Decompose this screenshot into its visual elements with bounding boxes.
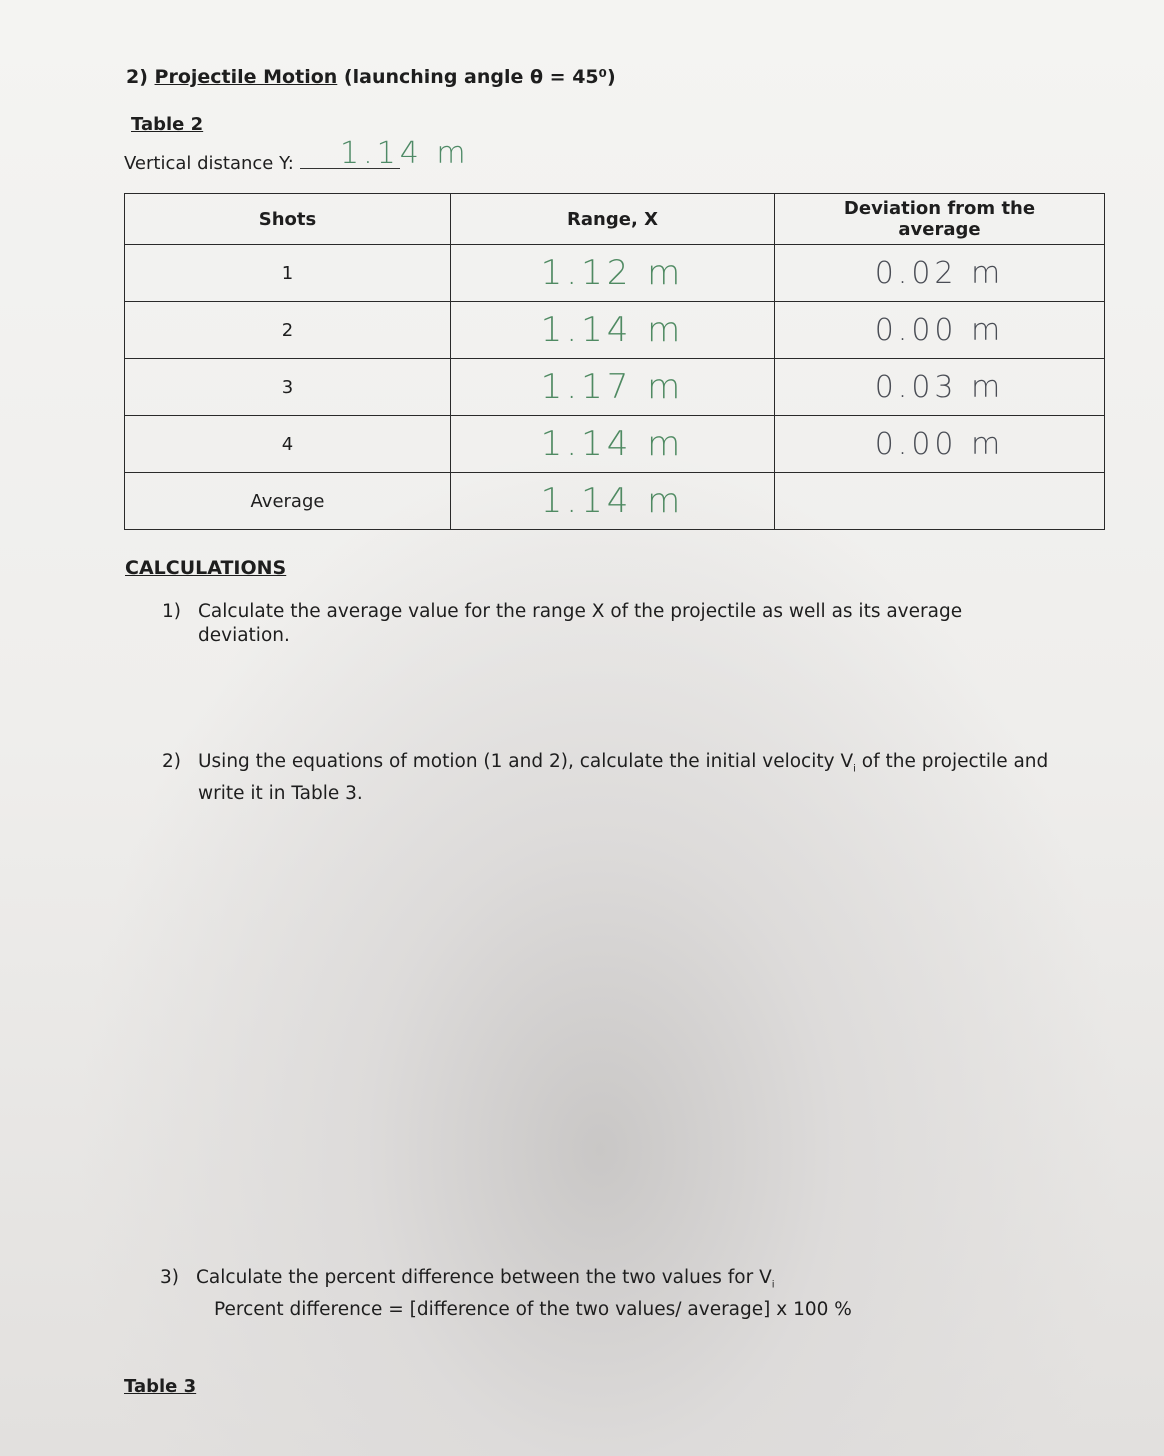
shot-cell: 3	[125, 359, 451, 416]
question-number: 3)	[160, 1267, 179, 1288]
table-row	[125, 302, 1105, 359]
table-row	[125, 416, 1105, 473]
table-row	[125, 245, 1105, 302]
section-title	[126, 66, 616, 88]
range-cell: 1.12 m	[451, 245, 775, 302]
range-cell: 1.14 m	[451, 416, 775, 473]
question-text: Using the equations of motion (1 and 2), calculate the initial velocity V	[198, 751, 854, 772]
table-row-average	[125, 473, 1105, 530]
subscript: i	[853, 763, 856, 775]
col-range: Range, X	[451, 194, 775, 245]
question-text-cont: of the projectile and write it in Table 3.	[198, 751, 1049, 804]
section-subtitle: (launching angle θ = 45⁰)	[343, 66, 616, 88]
shot-cell: 1	[125, 245, 451, 302]
question-number: 2)	[162, 751, 181, 772]
table3-label: Table 3	[124, 1376, 197, 1397]
calculations-heading: CALCULATIONS	[125, 557, 287, 579]
deviation-cell: 0.03 m	[775, 359, 1105, 416]
vertical-distance-value: 1.14 m	[340, 136, 470, 171]
range-cell: 1.14 m	[451, 302, 775, 359]
question-text: Calculate the percent difference between the two values for V	[196, 1267, 772, 1288]
range-cell: 1.14 m	[451, 473, 775, 530]
col-deviation: Deviation from the average	[775, 194, 1105, 245]
table-2	[124, 193, 1105, 530]
vertical-distance-label: Vertical distance Y:	[124, 153, 294, 174]
shot-cell: Average	[125, 473, 451, 530]
table-header-row	[125, 194, 1105, 245]
col-shots: Shots	[125, 194, 451, 245]
deviation-cell: 0.00 m	[775, 302, 1105, 359]
question-number: 1)	[162, 601, 181, 622]
section-title-text: Projectile Motion	[154, 66, 338, 88]
deviation-cell: 0.00 m	[775, 416, 1105, 473]
table-row	[125, 359, 1105, 416]
deviation-cell: 0.02 m	[775, 245, 1105, 302]
question-2	[162, 750, 1082, 806]
subscript: i	[771, 1279, 775, 1291]
deviation-cell	[775, 473, 1105, 530]
range-cell: 1.17 m	[451, 359, 775, 416]
question-3	[160, 1266, 940, 1322]
question-1	[162, 600, 1042, 648]
table2-label: Table 2	[131, 114, 204, 135]
shot-cell: 4	[125, 416, 451, 473]
shot-cell: 2	[125, 302, 451, 359]
question-text: Calculate the average value for the range X of the projectile as well as its average deviation.	[198, 601, 963, 646]
section-number: 2)	[126, 66, 148, 88]
percent-difference-formula: Percent difference = [difference of the two values/ average] x 100 %	[214, 1298, 852, 1320]
